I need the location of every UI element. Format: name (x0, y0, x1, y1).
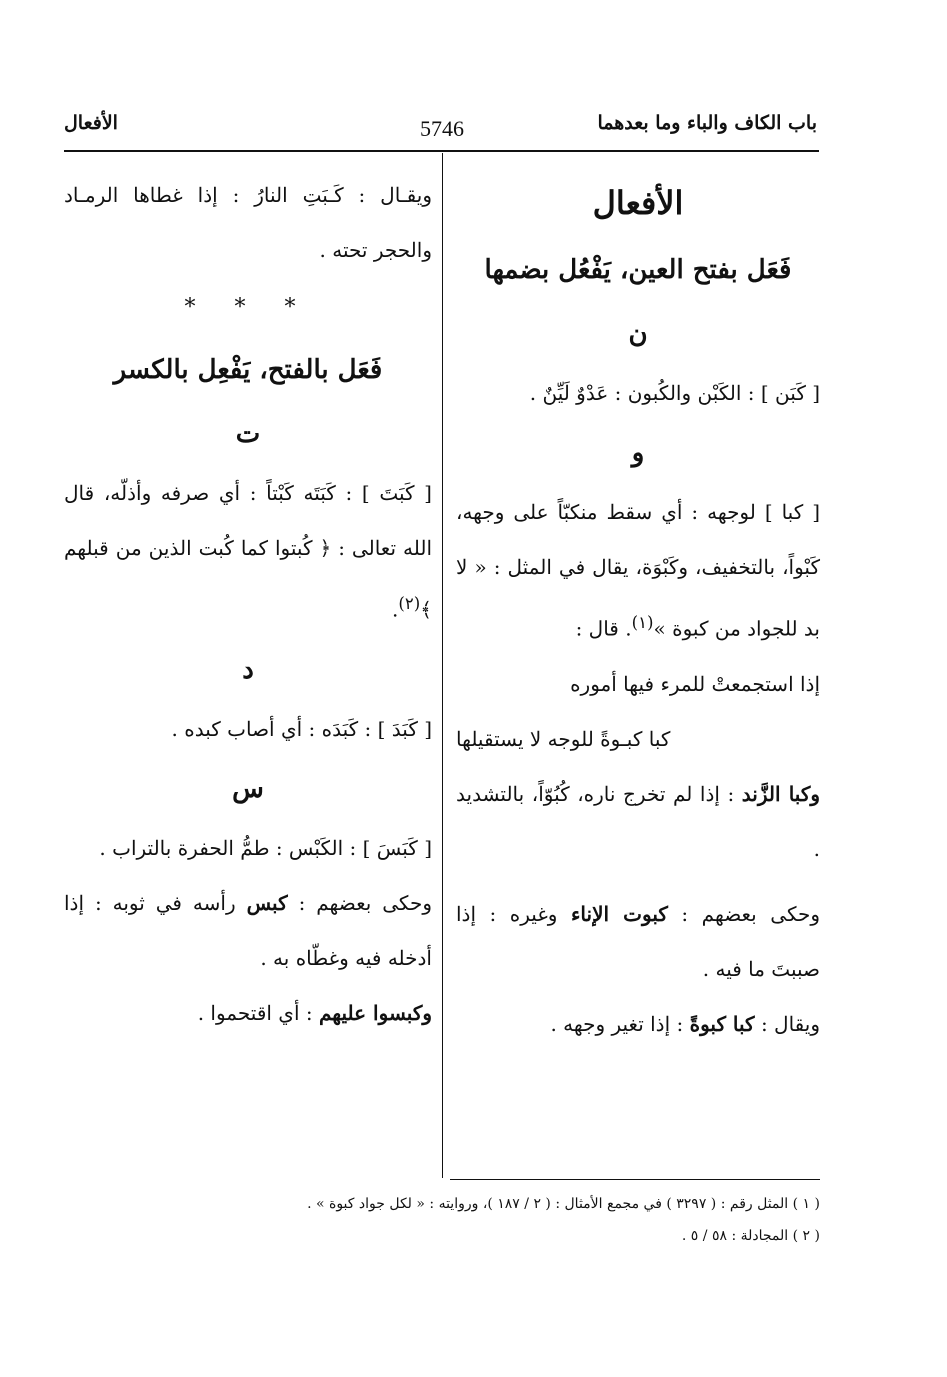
letter-heading-s: س (232, 773, 264, 804)
chapter-title: الأفعال (592, 184, 684, 222)
running-head-section: باب الكاف والباء وما بعدهما (597, 112, 817, 134)
entry-kabawt-text: وغيره : إذا صببتَ ما فيه . (456, 901, 820, 981)
entry-kabsu-text: : أي اقتحموا . (197, 1000, 313, 1025)
verse-line-2: كبا كبـوةً للوجه لا يستقيلها (456, 726, 671, 751)
section-subtitle-left: فَعَل بالفتح، يَفْعِل بالكسر (113, 355, 383, 385)
entry-zand-text: : إذا لم تخرج ناره، كُبُوّاً، بالتشديد . (456, 781, 820, 861)
entry-kabt (64, 466, 432, 638)
left-column (64, 168, 432, 1041)
page-number: 5746 (420, 116, 464, 141)
letter-heading-w: و (631, 438, 645, 468)
entry-yuqal (456, 997, 820, 1052)
entry-kabawt-head: كبوت الإناء (571, 901, 668, 926)
right-column (456, 168, 820, 1052)
entry-kabd: [ كَبَدَ ] : كَبَدَه : أي أصاب كبده . (171, 716, 432, 741)
entry-kabs2-text: رأسه في ثوبه : إذا أدخله فيه وغطّاه به . (64, 890, 432, 970)
entry-kabat-nar: ويقـال : كَـبَتِ النارُ : إذا غطاها الرمـاد والحجر تحته . (64, 183, 432, 262)
footnote-ref-1: (١) (631, 613, 654, 632)
running-head-chapter: الأفعال (64, 112, 118, 134)
footnote-ref-2: (٢) (398, 594, 421, 613)
entry-yuqal-pre: ويقال : (760, 1011, 820, 1036)
entry-kabawt (456, 887, 820, 997)
entry-kabn: [ كَبَن ] : الكَبْن والكُبون : عَدْوٌ لَيِّنٌ . (529, 381, 820, 405)
entry-zand-head: وكبا الزَّند (741, 781, 821, 806)
entry-kabsu-head: وكبسوا عليهم (318, 1000, 432, 1025)
column-divider (442, 153, 443, 1178)
verse-line-1: إذا استجمعتْ للمرء فيها أموره (570, 671, 820, 696)
entry-kaba-end: . قال : (575, 616, 632, 641)
letter-heading-n: ن (628, 319, 648, 349)
entry-kaba (456, 485, 820, 657)
letter-heading-d: د (242, 654, 254, 685)
entry-zand (456, 767, 820, 877)
entry-yuqal-text: : إذا تغير وجهه . (550, 1011, 684, 1036)
letter-heading-t: ت (235, 419, 261, 449)
entry-yuqal-head: كبا كبوةً (689, 1011, 755, 1036)
entry-kabs2 (64, 876, 432, 986)
entry-kabt-text: [ كَبَتَ ] : كَبَتَه كَبْتاً : أي صرفه وأذلّه، قال الله تعالى : ﴿ كُبتوا كما كُبت الذين من قبلهم ﴾ (64, 481, 432, 622)
entry-kabs: [ كَبَسَ ] : الكَبْس : طمُّ الحفرة بالتراب . (99, 835, 432, 860)
footnote-2: ( ٢ ) المجادلة : ٥٨ / ٥ . (681, 1228, 820, 1244)
footnote-1: ( ١ ) المثل رقم : ( ٣٢٩٧ ) في مجمع الأمثال : ( ٢ / ١٨٧ )، وروايته : « لكل جواد كبوة » . (307, 1196, 820, 1212)
entry-kabawt-pre: وحكى بعضهم : (681, 901, 821, 926)
entry-kabsu (64, 986, 432, 1041)
section-separator-stars: * * * (184, 295, 312, 320)
section-subtitle: فَعَل بفتح العين، يَفْعُل بضمها (484, 255, 792, 285)
entry-kabt-end: . (391, 597, 399, 622)
entry-kabs2-head: كبس (246, 890, 288, 915)
footnote-rule (450, 1179, 820, 1180)
entry-kaba-text: [ كبا ] لوجهه : أي سقط منكبّاً على وجهه، كَبْواً، بالتخفيف، وكَبْوَة، يقال في المثل : « لا بد للجواد من كبوة » (456, 500, 820, 641)
entry-kabs2-pre: وحكى بعضهم : (298, 890, 432, 915)
header-rule (64, 150, 819, 152)
